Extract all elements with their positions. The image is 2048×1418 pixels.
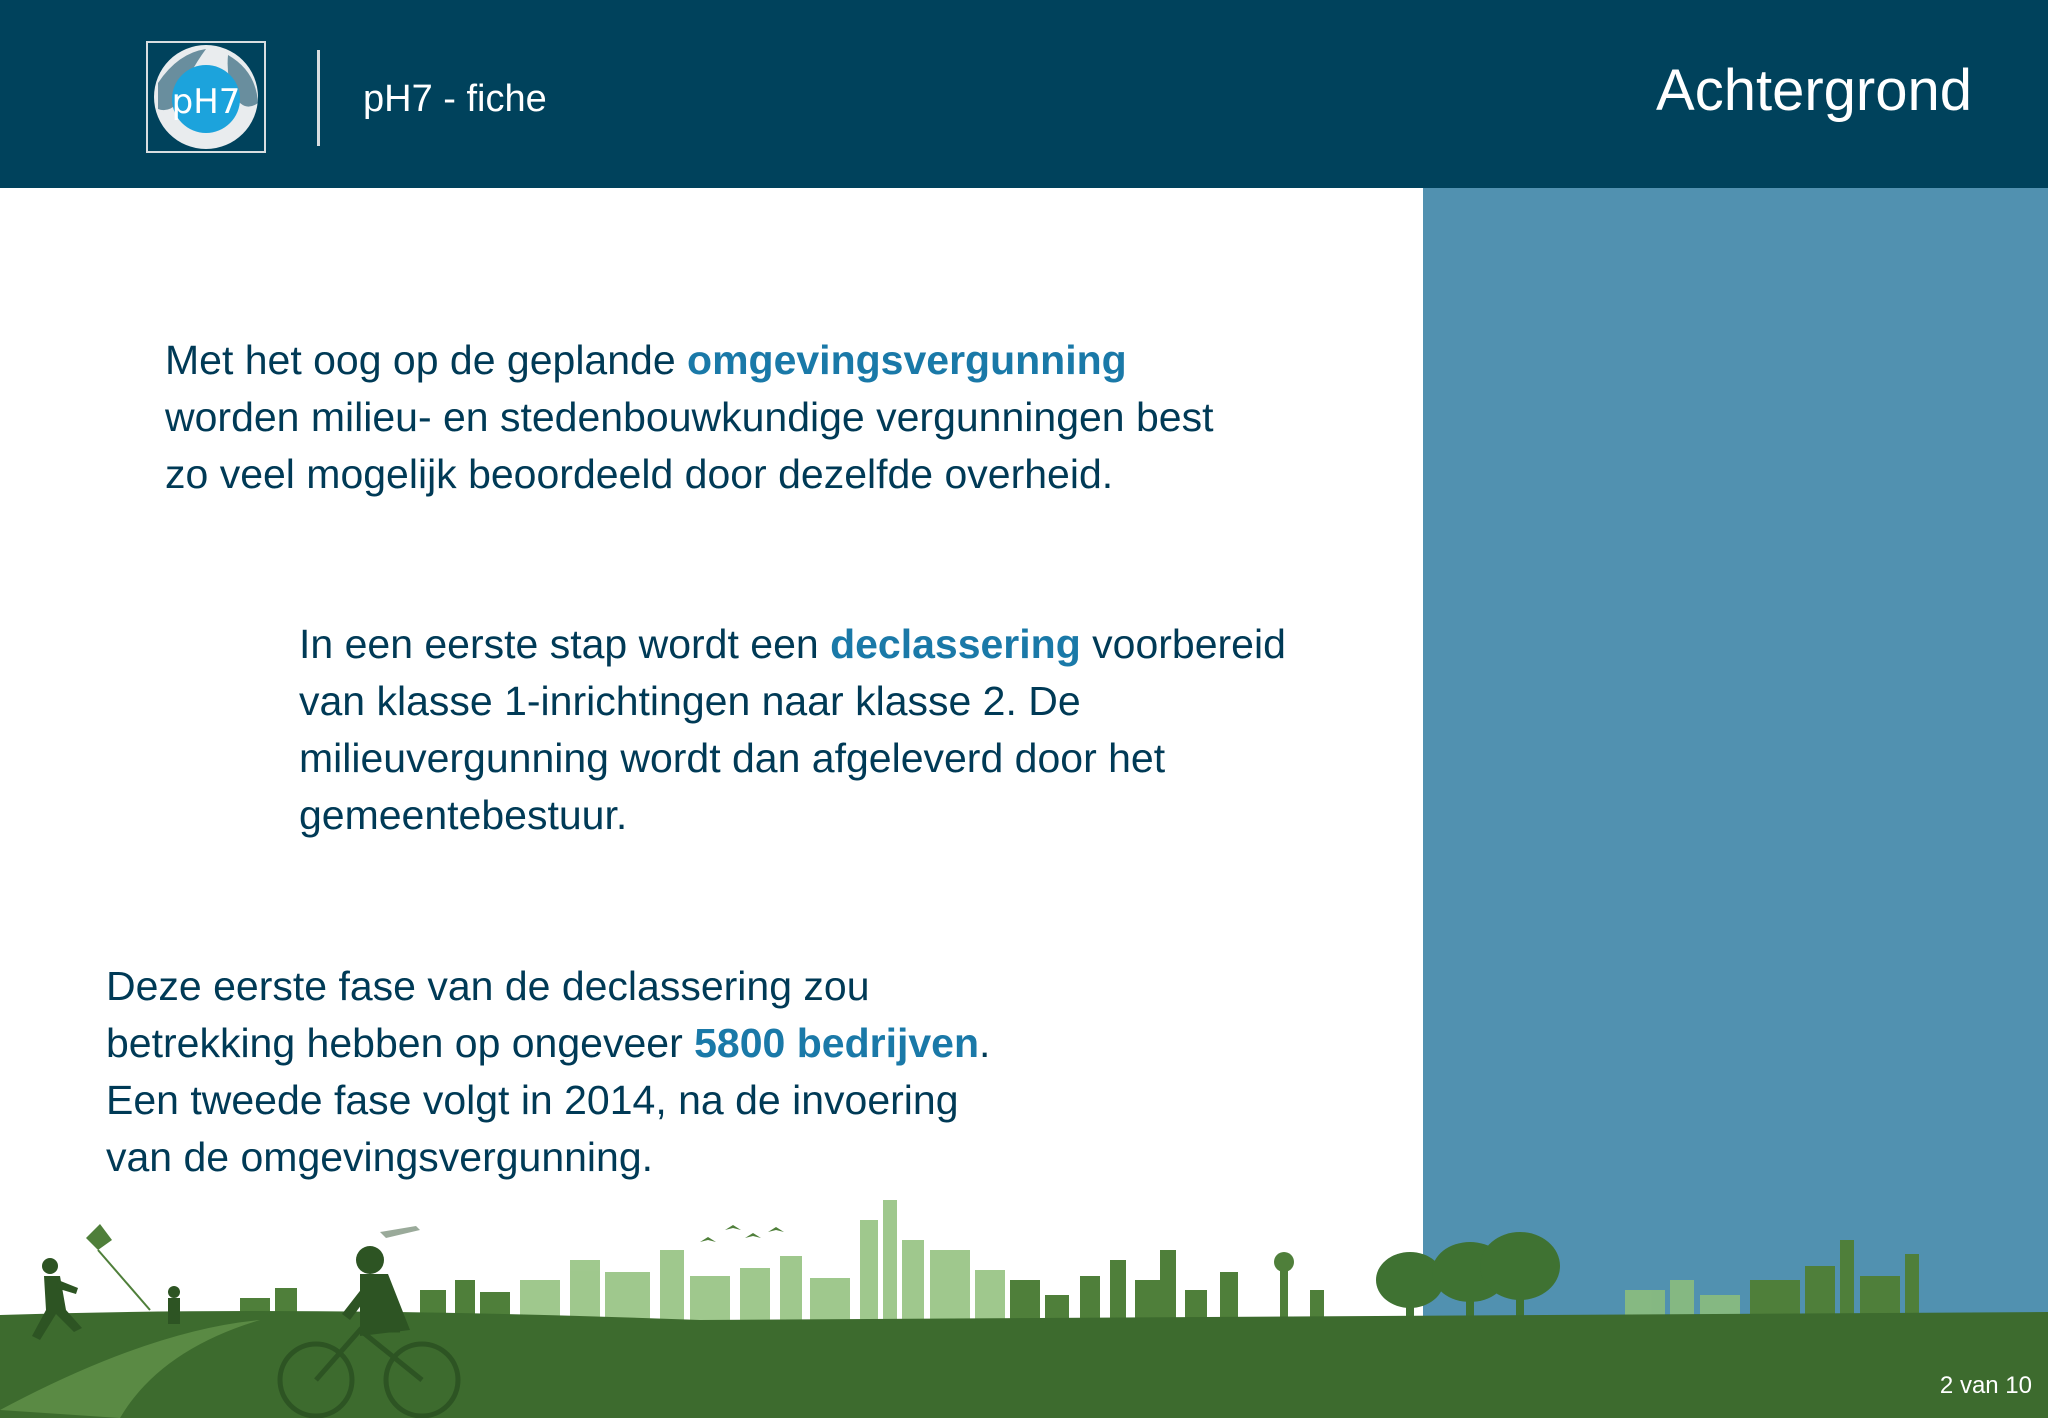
paragraph-declassering: In een eerste stap wordt een declassering voorbereid van klasse 1-inrichtingen naar klasse 2. De milieuvergunning wordt dan afgeleverd door het gemeentebestuur. xyxy=(299,621,1286,838)
header-subtitle: pH7 - fiche xyxy=(363,78,547,120)
page-number: 2 van 10 xyxy=(1939,1372,2032,1399)
header-bar xyxy=(0,0,2048,188)
highlight-declassering: declassering xyxy=(830,621,1081,667)
paragraph-omgevingsvergunning: Met het oog op de geplande omgevingsvergunning worden milieu- en stedenbouwkundige vergunningen best zo veel mogelijk beoordeeld door dezelfde overheid. xyxy=(165,337,1214,497)
city-skyline-illustration xyxy=(0,1180,2048,1418)
side-panel xyxy=(1423,188,2048,1318)
page-title: Achtergrond xyxy=(1656,58,1972,123)
header-divider xyxy=(317,50,320,146)
svg-text:pH7: pH7 xyxy=(171,82,241,122)
paragraph-eerste-fase: Deze eerste fase van de declassering zou betrekking hebben op ongeveer 5800 bedrijven. Een tweede fase volgt in 2014, na de invoering van de omgevingsvergunning. xyxy=(106,963,991,1180)
highlight-omgevingsvergunning: omgevingsvergunning xyxy=(687,337,1127,383)
highlight-bedrijven: 5800 bedrijven xyxy=(694,1020,980,1066)
ph7-logo xyxy=(146,41,266,153)
